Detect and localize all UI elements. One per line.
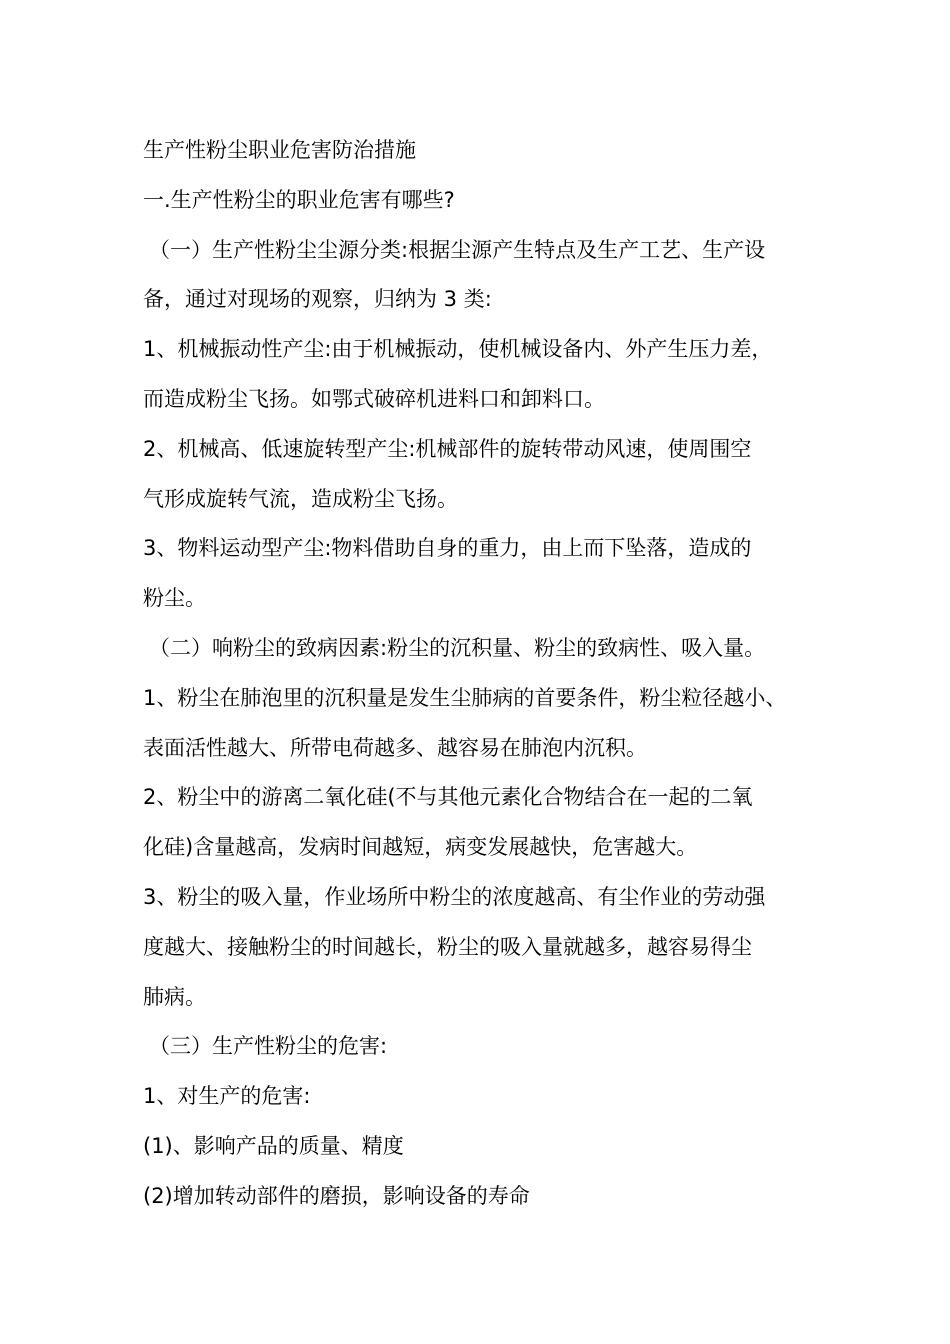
paragraph-line: 粉尘。	[143, 586, 206, 611]
list-item-line: 3、物料运动型产尘:物料借助自身的重力，由上而下坠落，造成的	[143, 536, 752, 561]
list-item-line: 2、粉尘中的游离二氧化硅(不与其他元素化合物结合在一起的二氧	[143, 785, 753, 810]
paragraph-line: 而造成粉尘飞扬。如鄂式破碎机进料口和卸料口。	[143, 386, 605, 411]
subsection-heading-3: （三）生产性粉尘的危害:	[149, 1034, 388, 1059]
list-item-line: 2、机械高、低速旋转型产尘:机械部件的旋转带动风速，使周围空	[143, 436, 752, 461]
paragraph-line: 肺病。	[143, 984, 206, 1009]
list-item-line: 1、机械振动性产尘:由于机械振动，使机械设备内、外产生压力差，	[143, 337, 773, 362]
list-item-line: 1、对生产的危害:	[143, 1084, 311, 1109]
section-heading-1: 一.生产性粉尘的职业危害有哪些?	[143, 187, 455, 212]
subsection-heading-1: （一）生产性粉尘尘源分类:根据尘源产生特点及生产工艺、生产设	[149, 237, 766, 262]
paragraph-line: 度越大、接触粉尘的时间越长，粉尘的吸入量就越多，越容易得尘	[143, 934, 752, 959]
document-title: 生产性粉尘职业危害防治措施	[143, 138, 416, 162]
document-body	[143, 126, 823, 1222]
paragraph-line: 化硅)含量越高，发病时间越短，病变发展越快，危害越大。	[143, 835, 698, 860]
list-item-line: 1、粉尘在肺泡里的沉积量是发生尘肺病的首要条件，粉尘粒径越小、	[143, 685, 787, 710]
list-item-line: 3、粉尘的吸入量，作业场所中粉尘的浓度越高、有尘作业的劳动强	[143, 884, 766, 909]
subsection-heading-2: （二）响粉尘的致病因素:粉尘的沉积量、粉尘的致病性、吸入量。	[149, 635, 766, 660]
sub-list-item-line: (1)、影响产品的质量、精度	[143, 1133, 404, 1158]
paragraph-line: 气形成旋转气流，造成粉尘飞扬。	[143, 486, 458, 511]
paragraph-line: 表面活性越大、所带电荷越多、越容易在肺泡内沉积。	[143, 735, 647, 760]
paragraph-line: 备，通过对现场的观察，归纳为 3 类:	[143, 287, 492, 312]
sub-list-item-line: (2)增加转动部件的磨损，影响设备的寿命	[143, 1183, 530, 1208]
